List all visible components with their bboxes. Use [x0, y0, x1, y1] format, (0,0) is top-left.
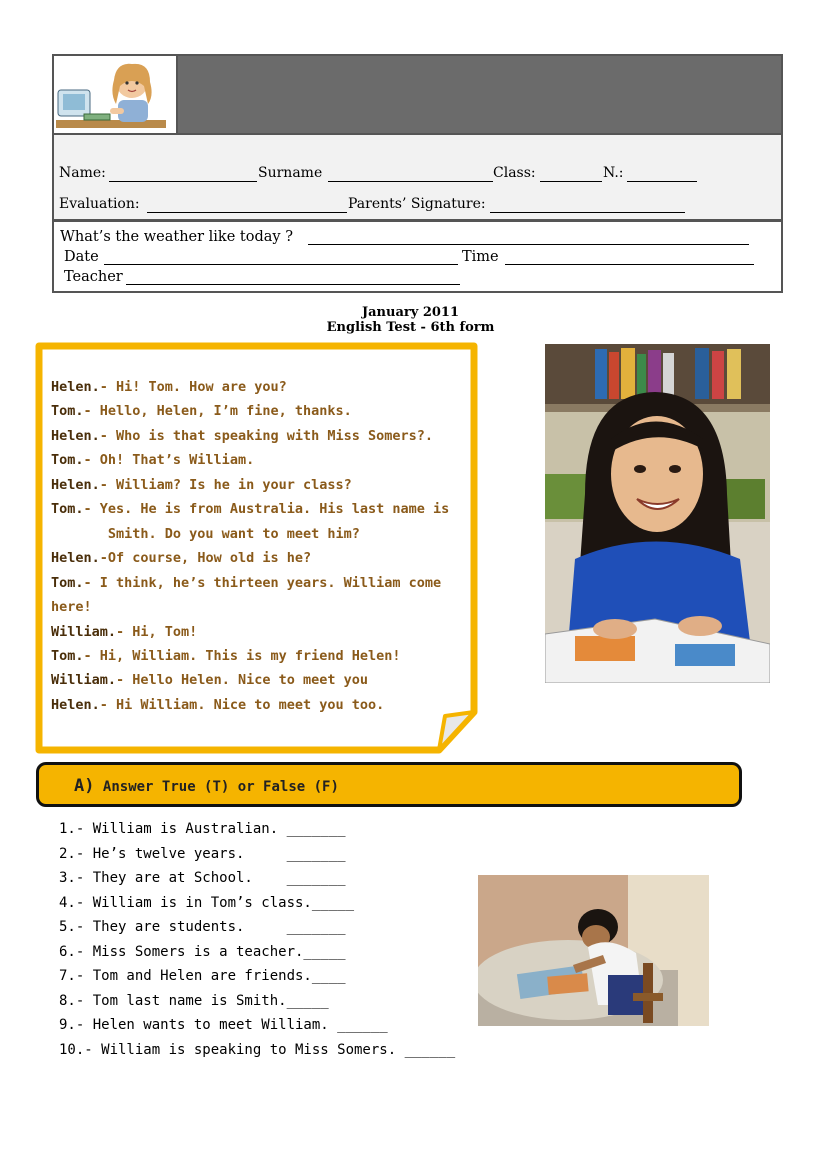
- signature-label: Parents’ Signature:: [348, 196, 486, 212]
- surname-label: Surname: [258, 165, 323, 181]
- section-letter: A): [74, 776, 95, 796]
- dialogue-line: [51, 672, 368, 688]
- evaluation-field[interactable]: [147, 212, 347, 213]
- speaker-name: Helen.: [51, 477, 100, 493]
- speaker-name: William.: [51, 624, 117, 640]
- surname-field[interactable]: [328, 181, 493, 182]
- dialogue-text: - William? Is he in your class?: [99, 477, 352, 493]
- speaker-name: Tom.: [51, 452, 84, 468]
- date-field[interactable]: [104, 264, 458, 265]
- speaker-name: Tom.: [51, 501, 84, 517]
- question-item[interactable]: 10.- William is speaking to Miss Somers. ______: [59, 1042, 456, 1058]
- number-label: N.:: [603, 165, 624, 181]
- question-item[interactable]: 7.- Tom and Helen are friends.____: [59, 968, 346, 984]
- dialogue-text: - I think, he’s thirteen years. William come: [83, 575, 442, 591]
- dialogue-line: [51, 624, 197, 640]
- question-item[interactable]: 1.- William is Australian. _______: [59, 821, 346, 837]
- class-field[interactable]: [540, 181, 602, 182]
- dialogue-line: [51, 599, 92, 615]
- dialogue-text: - Who is that speaking with Miss Somers?.: [99, 428, 434, 444]
- girl-reading-photo: [545, 344, 770, 683]
- dialogue-text: here!: [51, 599, 92, 615]
- weather-label: What’s the weather like today ?: [60, 229, 293, 245]
- question-item[interactable]: 9.- Helen wants to meet William. ______: [59, 1017, 388, 1033]
- speaker-name: Tom.: [51, 648, 84, 664]
- dialogue-text: - Hello, Helen, I’m fine, thanks.: [83, 403, 352, 419]
- dialogue-line: [51, 575, 441, 591]
- dialogue-text: Smith. Do you want to meet him?: [51, 526, 360, 542]
- signature-field[interactable]: [490, 212, 685, 213]
- dialogue-text: -Of course, How old is he?: [99, 550, 312, 566]
- evaluation-label: Evaluation:: [59, 196, 140, 212]
- dialogue-text: - Hi, Tom!: [116, 624, 198, 640]
- header-title-band: [178, 56, 781, 133]
- header-divider: [54, 219, 781, 222]
- dialogue-line: [51, 550, 311, 566]
- dialogue-line: [51, 452, 254, 468]
- speaker-name: Helen.: [51, 428, 100, 444]
- time-field[interactable]: [505, 264, 754, 265]
- section-instruction: Answer True (T) or False (F): [94, 779, 339, 795]
- question-item[interactable]: 5.- They are students. _______: [59, 919, 346, 935]
- speaker-name: Tom.: [51, 403, 84, 419]
- dialogue-text: - Hi William. Nice to meet you too.: [99, 697, 385, 713]
- dialogue-line: [51, 526, 360, 542]
- time-label: Time: [462, 249, 499, 265]
- girl-at-computer-icon: [54, 56, 178, 134]
- boy-drawing-photo: [478, 875, 709, 1026]
- question-item[interactable]: 2.- He’s twelve years. _______: [59, 846, 346, 862]
- dialogue-line: [51, 403, 352, 419]
- number-field[interactable]: [627, 181, 697, 182]
- speaker-name: William.: [51, 672, 117, 688]
- dialogue-text: - Hi, William. This is my friend Helen!: [83, 648, 401, 664]
- dialogue-line: [51, 697, 384, 713]
- speaker-name: Helen.: [51, 550, 100, 566]
- speaker-name: Tom.: [51, 575, 84, 591]
- name-label: Name:: [59, 165, 106, 181]
- date-label: Date: [64, 249, 99, 265]
- dialogue-text: - Hi! Tom. How are you?: [99, 379, 287, 395]
- question-item[interactable]: 3.- They are at School. _______: [59, 870, 346, 886]
- question-item[interactable]: 4.- William is in Tom’s class._____: [59, 895, 355, 911]
- dialogue-text: - Yes. He is from Australia. His last name is: [83, 501, 450, 517]
- dialogue-line: [51, 477, 352, 493]
- speaker-name: Helen.: [51, 379, 100, 395]
- dialogue-line: [51, 428, 433, 444]
- dialogue-line: [51, 379, 287, 395]
- class-label: Class:: [493, 165, 536, 181]
- dialogue-line: [51, 648, 401, 664]
- dialogue-text: - Oh! That’s William.: [83, 452, 255, 468]
- speaker-name: Helen.: [51, 697, 100, 713]
- teacher-field[interactable]: [126, 284, 460, 285]
- teacher-label: Teacher: [64, 269, 123, 285]
- section-a-heading: [74, 776, 339, 796]
- question-item[interactable]: 6.- Miss Somers is a teacher._____: [59, 944, 346, 960]
- test-title: English Test - 6th form: [326, 320, 495, 335]
- weather-field[interactable]: [308, 244, 749, 245]
- dialogue-line: [51, 501, 449, 517]
- name-field[interactable]: [109, 181, 257, 182]
- test-date: January 2011: [361, 305, 459, 320]
- question-item[interactable]: 8.- Tom last name is Smith._____: [59, 993, 329, 1009]
- dialogue-text: - Hello Helen. Nice to meet you: [116, 672, 368, 688]
